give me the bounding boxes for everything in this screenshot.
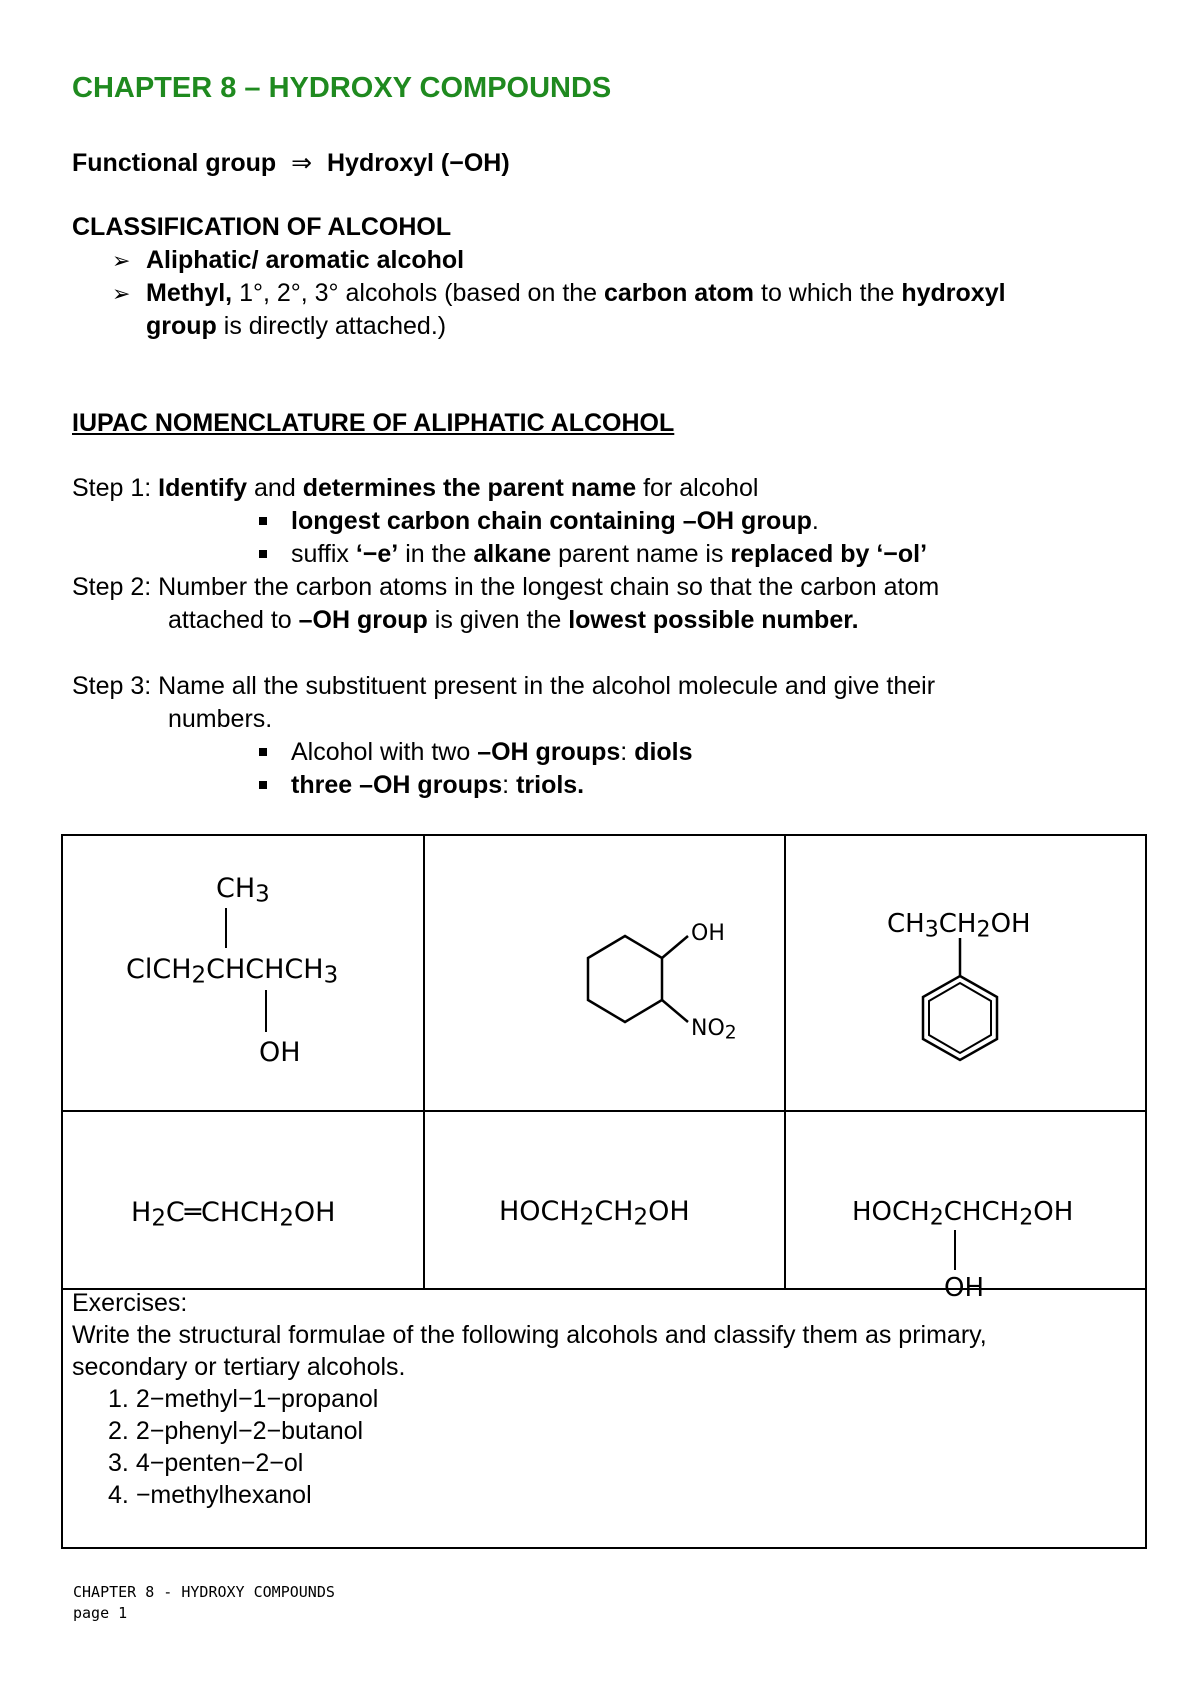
list-item: 1. 2−methyl−1−propanol — [108, 1385, 379, 1413]
exercises-instruction: Write the structural formulae of the following alcohols and classify them as primary, — [72, 1321, 987, 1349]
benzene-ring — [903, 936, 1023, 1076]
arrow-bullet-icon: ➢ — [112, 248, 131, 273]
table-row-divider — [63, 1110, 1145, 1112]
nitro-label: $NO_2$ — [691, 1016, 737, 1044]
main-chain-formula: $ClCH_2CHCHCH_3$ — [126, 954, 339, 989]
functional-group-label: Functional group — [72, 149, 277, 177]
step-3: Step 3: Name all the substituent present in the alcohol molecule and give their — [72, 672, 936, 700]
arrow-bullet-icon: ➢ — [112, 281, 131, 306]
bond-line — [225, 908, 227, 948]
list-item: 2. 2−phenyl−2−butanol — [108, 1417, 364, 1445]
functional-group-value: Hydroxyl (−OH) — [327, 149, 510, 177]
allyl-alcohol-formula: $H_2C═CHCH_2OH$ — [131, 1197, 336, 1232]
iupac-heading: IUPAC NOMENCLATURE OF ALIPHATIC ALCOHOL — [72, 409, 675, 437]
classification-item-1: Aliphatic/ aromatic alcohol — [146, 246, 465, 274]
side-chain-formula: $CH_3CH_2OH$ — [887, 909, 1031, 943]
square-bullet-icon — [259, 781, 267, 789]
classification-item-2-cont: group is directly attached.) — [146, 312, 447, 340]
list-item: 4. −methylhexanol — [108, 1481, 312, 1509]
square-bullet-icon — [259, 550, 267, 558]
exercises-instruction-cont: secondary or tertiary alcohols. — [72, 1353, 406, 1381]
footer-title: CHAPTER 8 - HYDROXY COMPOUNDS — [73, 1583, 335, 1601]
hydroxyl-substituent: OH — [259, 1037, 301, 1068]
classification-heading: CLASSIFICATION OF ALCOHOL — [72, 213, 452, 241]
functional-group-line — [72, 147, 510, 180]
step-3-bullet-2: three –OH groups: triols. — [291, 771, 585, 799]
exercises-heading: Exercises: — [72, 1289, 188, 1317]
implies-arrow: ⇒ — [291, 149, 313, 177]
hydroxyl-substituent: OH — [944, 1273, 985, 1303]
step-2: Step 2: Number the carbon atoms in the longest chain so that the carbon atom — [72, 573, 940, 601]
step-2-cont: attached to –OH group is given the lowest possible number. — [168, 606, 859, 634]
step-1-bullet-1: longest carbon chain containing –OH group. — [291, 507, 819, 535]
step-3-bullet-1: Alcohol with two –OH groups: diols — [291, 738, 693, 766]
step-3-cont: numbers. — [168, 705, 273, 733]
ethylene-glycol-formula: $HOCH_2CH_2OH$ — [499, 1196, 690, 1231]
bond-line — [954, 1230, 956, 1270]
square-bullet-icon — [259, 748, 267, 756]
page-title: CHAPTER 8 – HYDROXY COMPOUNDS — [72, 72, 612, 104]
hydroxyl-label: OH — [691, 921, 725, 946]
list-item: 3. 4−penten−2−ol — [108, 1449, 304, 1477]
square-bullet-icon — [259, 517, 267, 525]
table-col-divider — [423, 836, 425, 1288]
methyl-substituent: $CH_3$ — [216, 873, 270, 908]
step-1-bullet-2: suffix ‘−e’ in the alkane parent name is replaced by ‘−ol’ — [291, 540, 928, 568]
glycerol-formula: $HOCH_2CHCH_2OH$ — [852, 1197, 1074, 1231]
table-col-divider — [784, 836, 786, 1288]
classification-item-2: Methyl, 1°, 2°, 3° alcohols (based on the carbon atom to which the hydroxyl — [146, 279, 1006, 307]
step-1: Step 1: Identify and determines the parent name for alcohol — [72, 474, 759, 502]
bond-line — [265, 990, 267, 1032]
footer-page-number: page 1 — [73, 1604, 128, 1622]
